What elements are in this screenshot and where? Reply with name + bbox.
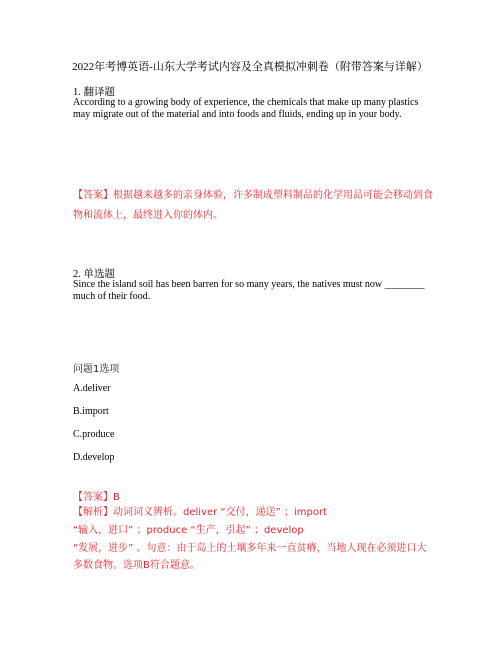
question-2-heading: 2. 单选题 (73, 269, 115, 280)
explanation-line-4: 多数食物。选项B符合题意。 (73, 560, 200, 571)
option-b: B.import (73, 406, 109, 417)
options-label: 问题1选项 (73, 364, 120, 375)
question-2-text: Since the island soil has been barren for so many years, the natives must now ________ much of their food. (73, 279, 425, 302)
option-a: A.deliver (73, 383, 111, 394)
option-c: C.produce (73, 429, 115, 440)
explanation-line-2: “输入，进口” ；produce “生产，引起” ；develop (73, 525, 304, 536)
question-1-text: According to a growing body of experience, the chemicals that make up many plastics may migrate out of the material and into foods and fluids, ending up in your body. (73, 97, 419, 120)
question-1-answer: 【答案】根据越来越多的亲身体验，许多制成塑料制品的化学用品可能会移动到食物和流体上，最终进入你的体内。 (73, 190, 433, 221)
explanation-line-1: 【解析】动词词义辨析。deliver “交付，递送” ；import (73, 507, 327, 518)
option-d: D.develop (73, 452, 115, 463)
document-title: 2022年考博英语-山东大学考试内容及全真模拟冲刺卷（附带答案与详解） (72, 61, 428, 73)
question-1-heading: 1. 翻译题 (73, 87, 115, 98)
question-2-answer: 【答案】B (73, 492, 120, 503)
explanation-line-3: “发展，进步” 。句意：由于岛上的土壤多年来一直贫瘠，当地人现在必须进口大 (73, 543, 427, 554)
